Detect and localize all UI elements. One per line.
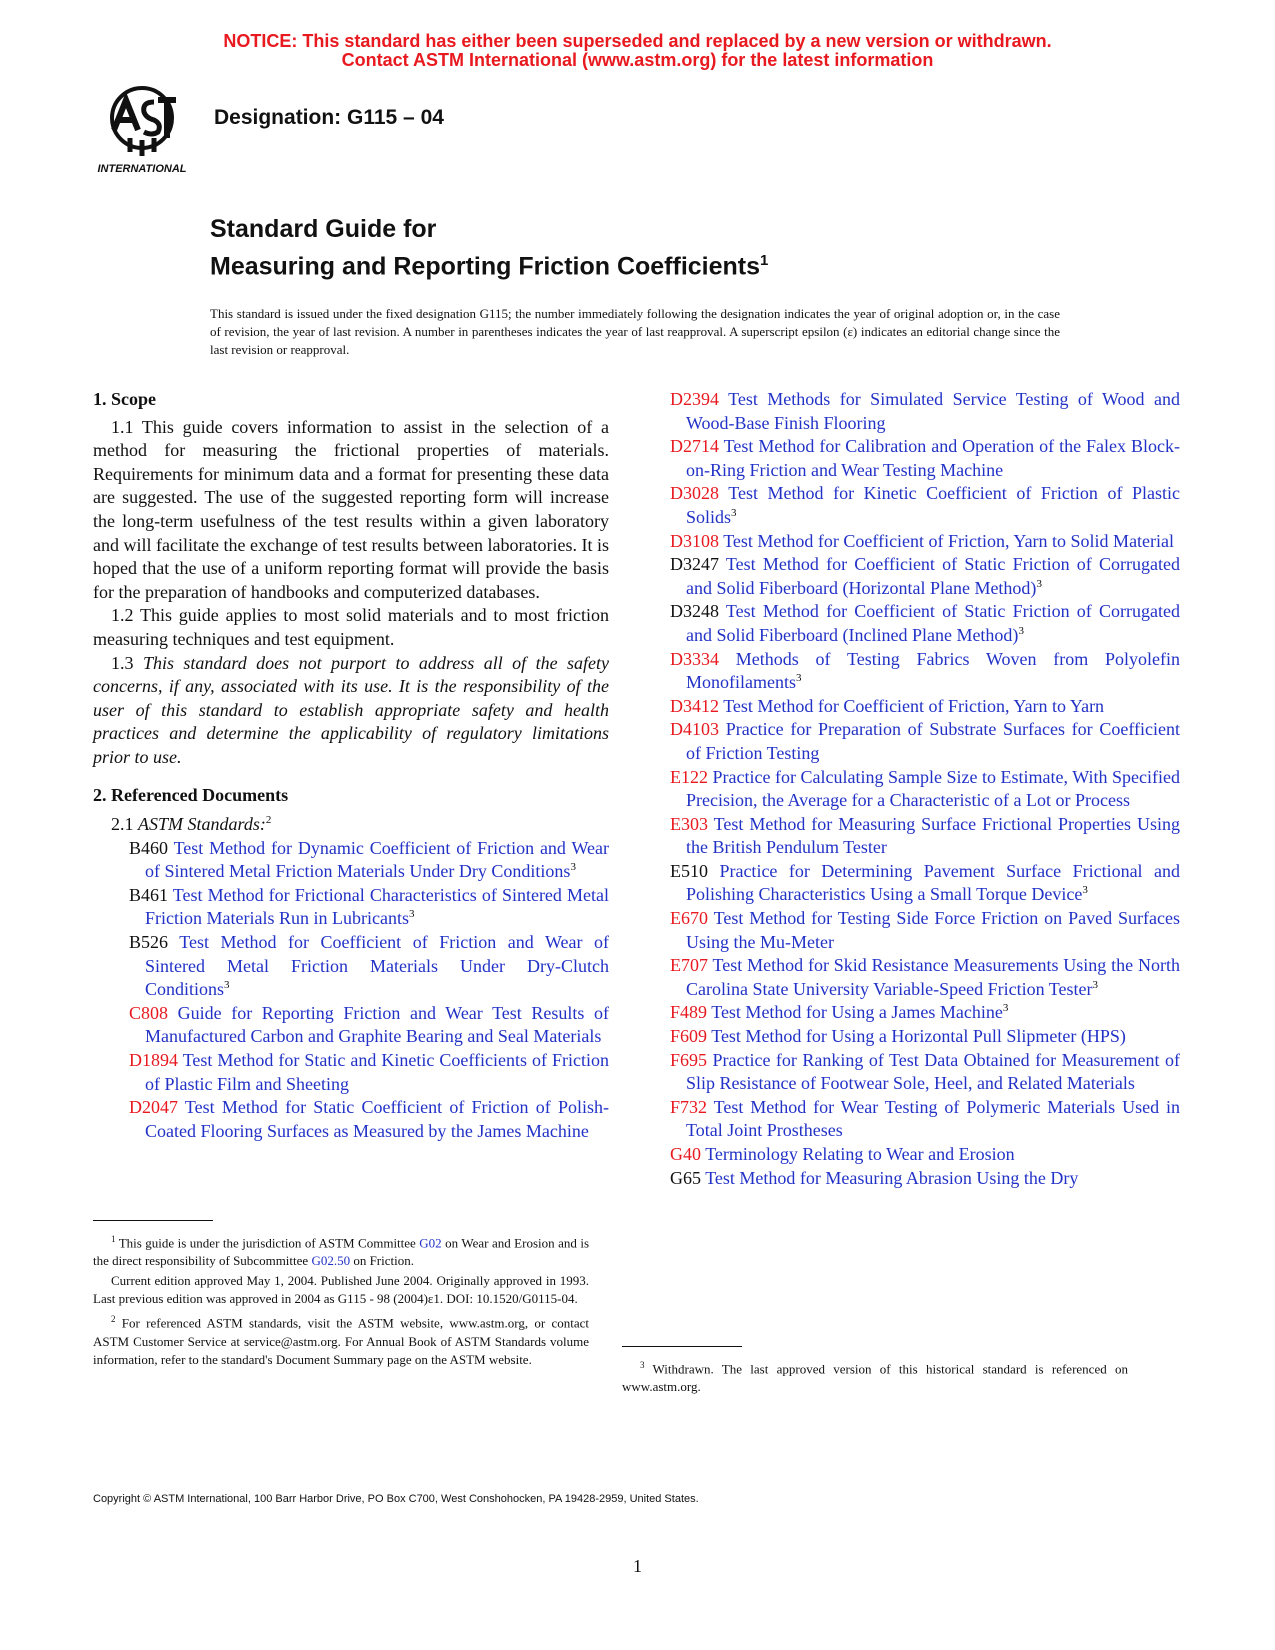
reference-code: B461: [129, 884, 169, 905]
reference-item: [670, 1001, 1180, 1025]
reference-code[interactable]: G40: [670, 1144, 701, 1164]
reference-footnote-mark: 3: [796, 672, 802, 685]
reference-title-link[interactable]: Test Method for Frictional Characteristics of Sintered Metal Friction Materials Run in Lubricants: [145, 884, 609, 929]
reference-code[interactable]: D2714: [670, 436, 719, 457]
astm-standards-label: [111, 813, 609, 837]
reference-code[interactable]: E670: [670, 908, 708, 929]
footnote-3-mark: 3: [640, 1360, 645, 1370]
title-line-1: Standard Guide for: [210, 215, 437, 243]
reference-title-link[interactable]: Test Method for Coefficient of Static Friction of Corrugated and Solid Fiberboard (Inclined Plane Method): [686, 601, 1180, 645]
reference-item: [111, 837, 609, 884]
reference-code: B460: [129, 837, 169, 858]
reference-title-link[interactable]: Test Method for Static and Kinetic Coefficients of Friction of Plastic Film and Sheeting: [145, 1050, 609, 1094]
footnote-3-text: Withdrawn. The last approved version of this historical standard is referenced on www.astm.org.: [622, 1361, 1128, 1395]
reference-code[interactable]: D1894: [129, 1050, 178, 1071]
referenced-heading: 2. Referenced Documents: [93, 784, 289, 805]
issued-note: This standard is issued under the fixed designation G115; the number immediately following the designation indicates the year of original adoption or, in the case of revision, the year of last revision. A number in parentheses indicates the year of last reapproval. A superscript epsilon (ε) indicates an editorial change since the last revision or reapproval.: [210, 306, 1060, 357]
footnote-1-text-a: This guide is under the jurisdiction of ASTM Committee: [118, 1235, 416, 1251]
reference-code[interactable]: F489: [670, 1002, 708, 1023]
reference-title-link[interactable]: Test Method for Calibration and Operation of the Falex Block-on-Ring Friction and Wear Testing Machine: [686, 436, 1180, 480]
reference-code: B526: [129, 932, 169, 953]
scope-paragraph-2: 1.2 This guide applies to most solid materials and to most friction measuring techniques and test equipment.: [93, 605, 609, 649]
footnote-rule-left: [93, 1220, 213, 1221]
right-column: [670, 388, 1180, 1190]
reference-item: [670, 530, 1180, 554]
reference-code: D3247: [670, 554, 719, 575]
reference-item: [670, 648, 1180, 695]
right-reference-list: [670, 388, 1180, 1190]
reference-item: [670, 482, 1180, 529]
reference-item: [670, 1143, 1180, 1167]
reference-title-link[interactable]: Test Method for Dynamic Coefficient of Friction and Wear of Sintered Metal Friction Materials Under Dry Conditions: [145, 837, 609, 882]
reference-code[interactable]: E122: [670, 766, 708, 787]
reference-title-link[interactable]: Practice for Ranking of Test Data Obtained for Measurement of Slip Resistance of Footwear Sole, Heel, and Related Materials: [686, 1049, 1181, 1094]
reference-footnote-mark: 3: [1002, 1002, 1009, 1015]
reference-item: [670, 954, 1180, 1001]
logo-text: INTERNATIONAL: [97, 163, 187, 175]
reference-item: [670, 1049, 1180, 1096]
notice-line-1: NOTICE: This standard has either been superseded and replaced by a new version or withdrawn.: [223, 31, 1052, 51]
reference-item: [670, 1096, 1180, 1143]
footnotes-left: [93, 1230, 589, 1371]
reference-item: [111, 1049, 609, 1096]
astm-logo-icon: [92, 86, 192, 176]
designation: Designation: G115 – 04: [214, 106, 444, 129]
reference-code[interactable]: D2047: [129, 1097, 178, 1118]
reference-footnote-mark: 3: [1036, 577, 1042, 590]
document-title: [210, 214, 768, 282]
reference-code: G65: [670, 1167, 701, 1188]
reference-item: [670, 907, 1180, 954]
committee-link[interactable]: G02: [419, 1235, 442, 1251]
footnote-1-mark: 1: [111, 1234, 116, 1244]
scope-paragraph-3: [93, 652, 609, 770]
title-footnote-mark: 1: [760, 252, 769, 269]
reference-item: [670, 388, 1180, 435]
reference-title-link[interactable]: Test Method for Wear Testing of Polymeric Materials Used in Total Joint Prostheses: [686, 1096, 1180, 1141]
reference-code[interactable]: D4103: [670, 719, 719, 740]
reference-item: [670, 435, 1180, 482]
reference-item: [111, 931, 609, 1002]
notice-line-2: Contact ASTM International (www.astm.org) for the latest information: [341, 50, 934, 70]
reference-title-link[interactable]: Test Method for Using a James Machine: [711, 1002, 1003, 1023]
reference-title-link[interactable]: Practice for Determining Pavement Surface Frictional and Polishing Characteristics Using a Small Torque Device: [686, 860, 1180, 905]
reference-code[interactable]: F732: [670, 1096, 708, 1117]
scope-p3-text: This standard does not purport to address all of the safety concerns, if any, associated with its use. It is the responsibility of the user of this standard to establish appropriate safety and health practices and determine the applicability of regulatory limitations prior to use.: [93, 652, 609, 767]
reference-item: [670, 766, 1180, 813]
title-main: Measuring and Reporting Friction Coefficients: [210, 252, 761, 281]
reference-title-link[interactable]: Terminology Relating to Wear and Erosion: [705, 1144, 1015, 1164]
edition-note: Current edition approved May 1, 2004. Published June 2004. Originally approved in 1993. Last previous edition was approved in 2004 as G115 - 98 (2004)ε1. DOI: 10.1520/G0115-04.: [93, 1273, 589, 1307]
reference-item: [111, 1002, 609, 1049]
reference-code[interactable]: F695: [670, 1049, 708, 1070]
title-line-2: [210, 245, 768, 282]
reference-footnote-mark: 3: [731, 506, 737, 519]
reference-footnote-mark: 3: [1082, 884, 1088, 897]
reference-code[interactable]: E303: [670, 813, 708, 834]
sub-label: ASTM Standards:: [138, 814, 266, 835]
footnote-1: [93, 1230, 589, 1270]
reference-title-link[interactable]: Test Method for Skid Resistance Measurements Using the North Carolina State University Variable-Speed Friction Tester: [686, 955, 1180, 999]
left-reference-list: [111, 837, 609, 1144]
reference-title-link[interactable]: Test Method for Coefficient of Friction, Yarn to Yarn: [723, 695, 1105, 716]
sub-footnote-mark: 2: [265, 814, 272, 827]
reference-title-link[interactable]: Test Method for Static Coefficient of Friction of Polish-Coated Flooring Surfaces as Measured by the James Machine: [145, 1097, 609, 1141]
reference-item: [670, 813, 1180, 860]
page-number: 1: [633, 1556, 642, 1576]
reference-item: [670, 553, 1180, 600]
reference-title-link[interactable]: Test Methods for Simulated Service Testing of Wood and Wood-Base Finish Flooring: [686, 389, 1180, 433]
footnote-1-text-b: on Wear and Erosion and is the direct responsibility of Subcommittee: [93, 1235, 590, 1269]
reference-title-link[interactable]: Test Method for Measuring Abrasion Using the Dry: [705, 1167, 1079, 1188]
reference-item: [670, 1025, 1180, 1049]
reference-title-link[interactable]: Test Method for Coefficient of Friction and Wear of Sintered Metal Friction Materials Under Dry-Clutch Conditions: [145, 932, 609, 1000]
reference-title-link[interactable]: Practice for Preparation of Substrate Surfaces for Coefficient of Friction Testing: [686, 719, 1180, 763]
reference-code[interactable]: D2394: [670, 389, 719, 409]
sub-number: 2.1: [111, 814, 134, 835]
scope-paragraph-1: 1.1 This guide covers information to assist in the selection of a method for measuring the frictional properties of materials. Requirements for minimum data and a format for presenting these data are suggested. The use of the suggested reporting form will increase the long-term usefulness of the test results within a given laboratory and will facilitate the exchange of test results between laboratories. It is hoped that the use of a uniform reporting format will provide the basis for the preparation of handbooks and computerized databases.: [93, 416, 609, 602]
footnote-2-mark: 2: [111, 1314, 116, 1325]
reference-footnote-mark: 3: [224, 979, 230, 992]
reference-title-link[interactable]: Test Method for Coefficient of Static Friction of Corrugated and Solid Fiberboard (Horizontal Plane Method): [686, 554, 1180, 598]
scope-heading: 1. Scope: [93, 389, 156, 409]
reference-item: [670, 695, 1180, 719]
reference-footnote-mark: 3: [408, 908, 415, 921]
left-column: [93, 388, 609, 1143]
footnote-rule-right: [622, 1346, 742, 1347]
reference-title-link[interactable]: Test Method for Kinetic Coefficient of Friction of Plastic Solids: [686, 483, 1180, 527]
reference-title-link[interactable]: Test Method for Using a Horizontal Pull Slipmeter (HPS): [711, 1026, 1126, 1047]
reference-title-link[interactable]: Test Method for Measuring Surface Frictional Properties Using the British Pendulum Tester: [686, 813, 1180, 858]
reference-code[interactable]: D3108: [670, 530, 719, 551]
reference-code[interactable]: F609: [670, 1026, 708, 1047]
reference-item: [111, 884, 609, 931]
reference-footnote-mark: 3: [570, 861, 576, 874]
reference-code: E510: [670, 860, 708, 881]
scope-p3-number: 1.3: [111, 652, 134, 673]
reference-code[interactable]: C808: [129, 1002, 169, 1023]
reference-item: [670, 1167, 1180, 1191]
reference-item: [670, 860, 1180, 907]
reference-title-link[interactable]: Methods of Testing Fabrics Woven from Polyolefin Monofilaments: [686, 648, 1181, 693]
reference-title-link[interactable]: Practice for Calculating Sample Size to Estimate, With Specified Precision, the Average for a Characteristic of a Lot or Process: [686, 766, 1180, 811]
reference-item: [670, 600, 1180, 647]
copyright: Copyright © ASTM International, 100 Barr Harbor Drive, PO Box C700, West Conshohocken, PA 19428-2959, United States.: [93, 1493, 699, 1505]
reference-item: [111, 1096, 609, 1143]
reference-code[interactable]: E707: [670, 955, 708, 976]
reference-code: D3248: [670, 601, 719, 622]
reference-code[interactable]: D3334: [670, 648, 719, 669]
footnote-2-text: For referenced ASTM standards, visit the ASTM website, www.astm.org, or contact ASTM Customer Service at service@astm.org. For Annual Book of ASTM Standards volume information, refer to the standard's Document Summary page on the ASTM website.: [93, 1315, 590, 1367]
reference-title-link[interactable]: Guide for Reporting Friction and Wear Test Results of Manufactured Carbon and Graphite Bearing and Seal Materials: [145, 1002, 610, 1047]
subcommittee-link[interactable]: G02.50: [311, 1253, 351, 1269]
reference-code[interactable]: D3412: [670, 695, 719, 716]
reference-footnote-mark: 3: [1018, 624, 1024, 637]
reference-item: [670, 718, 1180, 765]
reference-code[interactable]: D3028: [670, 483, 719, 504]
footnote-1-text-c: on Friction.: [353, 1253, 414, 1269]
footnotes-right: [622, 1356, 1128, 1398]
reference-footnote-mark: 3: [1092, 978, 1098, 991]
footnote-2: [93, 1310, 589, 1368]
footnote-3: [622, 1356, 1128, 1396]
notice-banner: [0, 32, 1275, 70]
reference-title-link[interactable]: Test Method for Coefficient of Friction, Yarn to Solid Material: [723, 530, 1175, 551]
reference-title-link[interactable]: Test Method for Testing Side Force Friction on Paved Surfaces Using the Mu-Meter: [686, 908, 1180, 952]
